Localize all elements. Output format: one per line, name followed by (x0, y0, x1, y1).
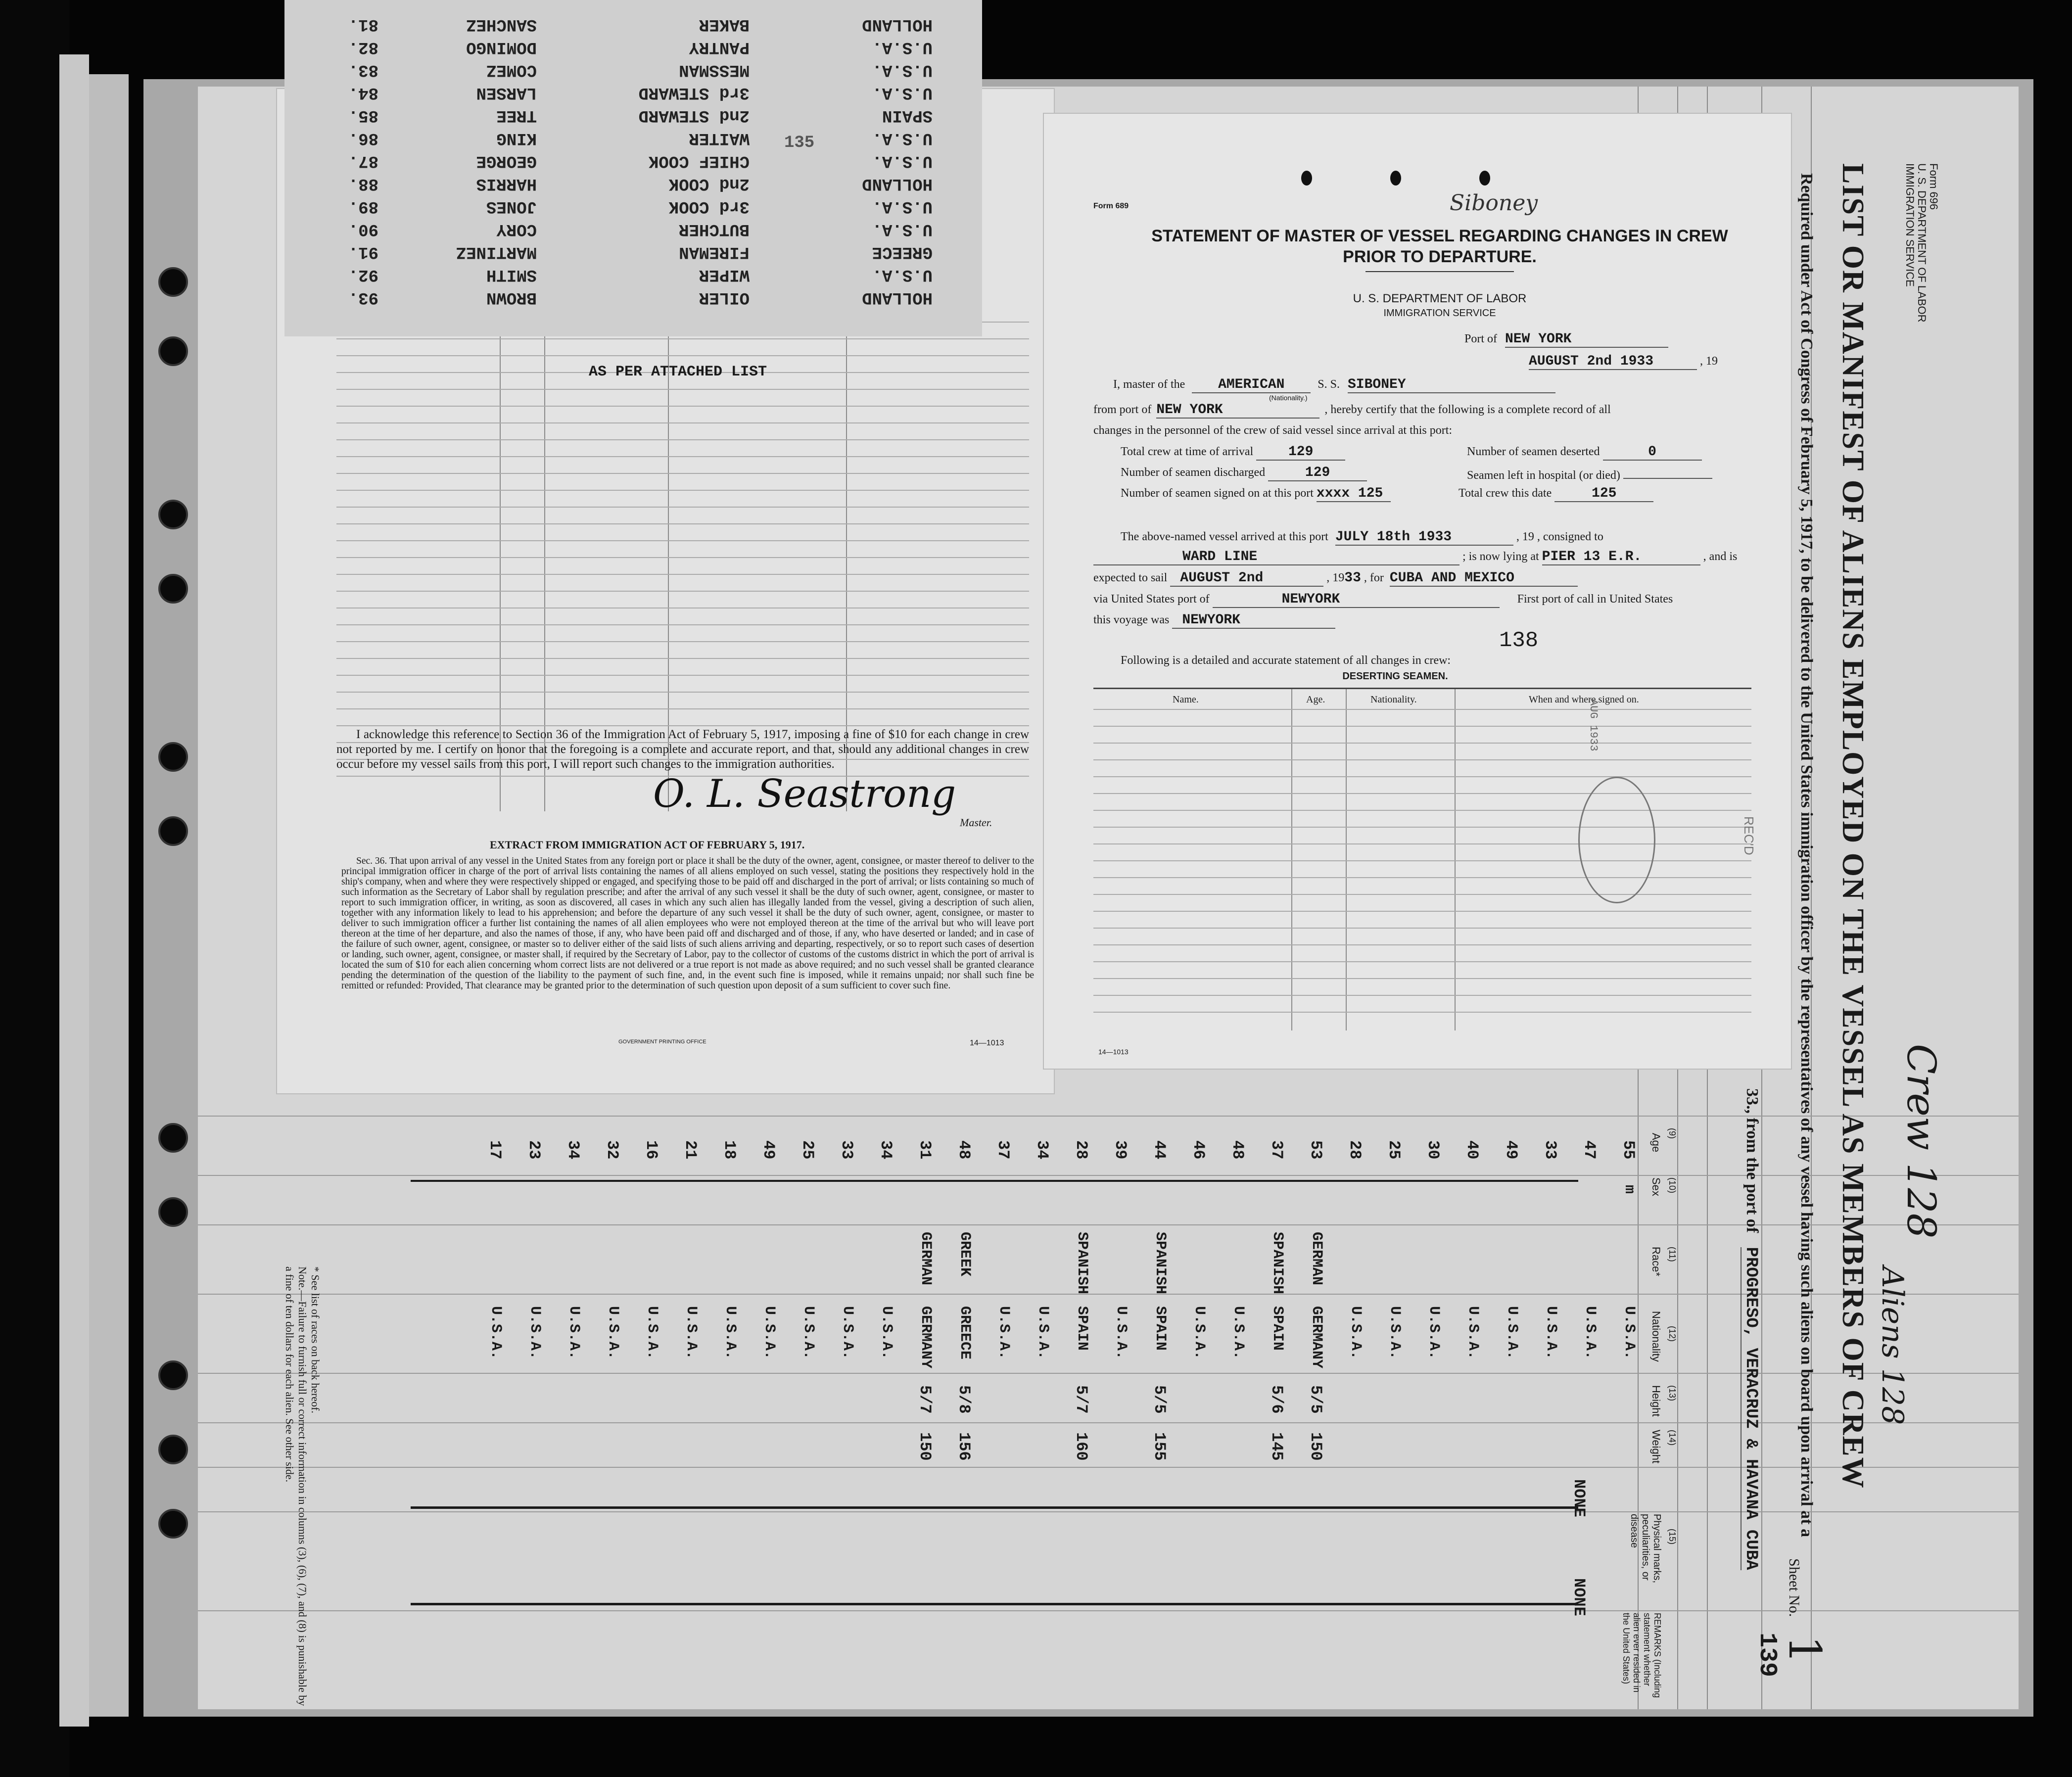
expected-text: expected to sail (1093, 571, 1168, 584)
carbon-position: 2nd COOK (668, 174, 750, 193)
carbon-position: 2nd STEWARD (638, 106, 750, 125)
manifest-cell-age: 16 (642, 1140, 660, 1160)
col-header-sex: Sex (1650, 1177, 1662, 1196)
sail-year: 33 (1344, 570, 1361, 586)
col-header-nationality: Nationality (1650, 1311, 1662, 1362)
carbon-number: 86. (348, 129, 378, 147)
left-form-rule (336, 557, 1029, 558)
col-header-remarks: REMARKS (Including statement whether alien ever resided in the United States) (1621, 1613, 1662, 1698)
hospital-line (1467, 465, 1712, 483)
carbon-name: CORY (496, 220, 537, 238)
form-header-line-3: IMMIGRATION SERVICE (1904, 163, 1916, 287)
from-port-line (1093, 402, 1611, 419)
deserting-table-rule (1093, 961, 1751, 962)
col-number-13: (13) (1667, 1385, 1677, 1402)
left-form-rule (336, 574, 1029, 575)
manifest-cell-age: 46 (1189, 1140, 1208, 1160)
manifest-cell-age: 21 (681, 1140, 700, 1160)
via-line (1093, 592, 1673, 608)
carbon-number: 89. (348, 197, 378, 216)
date-suffix: , 19 (1700, 355, 1718, 368)
deserting-table-rule (1093, 877, 1751, 878)
carbon-name: DOMINGO (466, 38, 537, 56)
manifest-cell-age: 18 (720, 1140, 739, 1160)
discharged-label: Number of seamen discharged (1121, 466, 1266, 479)
statement-dept: U. S. DEPARTMENT OF LABOR (1353, 292, 1527, 305)
carbon-nationality: U.S.A. (872, 129, 933, 147)
carbon-stamp-no: 135 (784, 134, 815, 152)
col-number-9: (9) (1667, 1128, 1677, 1139)
manifest-cell-race: SPANISH (1269, 1232, 1286, 1295)
arrived-value: JULY 18th 1933 (1335, 530, 1513, 546)
none-line-3 (411, 1180, 1578, 1182)
total-crew-value: 129 (1256, 445, 1345, 461)
port-line-prefix: 33., from the port of (1743, 1088, 1761, 1233)
received-stamp (1578, 699, 1655, 903)
deserting-table-rule (1093, 978, 1751, 979)
nationality-caption: (Nationality.) (1269, 394, 1308, 402)
consigned-text: , 19 , consigned to (1516, 530, 1603, 543)
col-number-10: (10) (1667, 1177, 1677, 1194)
manifest-cell-height: 5/6 (1268, 1385, 1286, 1414)
carbon-number: 83. (348, 60, 378, 79)
sheet-label: Sheet No. (1786, 1558, 1802, 1617)
first-port-text: First port of call in United States (1517, 593, 1673, 606)
handwritten-aliens-count: Aliens 128 (1875, 1266, 1910, 1425)
carbon-number: 87. (348, 151, 378, 170)
manifest-cell-nationality: SPAIN (1152, 1306, 1169, 1351)
deserting-table-rule (1093, 776, 1751, 777)
manifest-cell-nationality: SPAIN (1269, 1306, 1286, 1351)
manifest-cell-age: 39 (1111, 1140, 1130, 1160)
stamp-date: AUG 1933 (1587, 699, 1600, 751)
stamp-recd: REC'D (1742, 816, 1756, 855)
carbon-name: SANCHEZ (466, 15, 537, 34)
manifest-cell-nationality: GREECE (956, 1306, 973, 1360)
carbon-name: TREE (496, 106, 537, 125)
manifest-cell-nationality: U.S.A. (1621, 1306, 1638, 1360)
total-crew-label: Total crew at time of arrival (1121, 445, 1254, 458)
manifest-cell-sex: m (1621, 1185, 1638, 1194)
left-form-rule (336, 658, 1029, 659)
sheet-number-label (1779, 1558, 1831, 1664)
manifest-cell-nationality: U.S.A. (605, 1306, 621, 1360)
consignee-value: WARD LINE (1093, 550, 1460, 565)
manifest-cell-height: 5/7 (916, 1385, 934, 1414)
sheet-no: 1 (1779, 1635, 1831, 1664)
carbon-nationality: U.S.A. (872, 220, 933, 238)
deserting-table-rule (1093, 726, 1751, 727)
carbon-position: BAKER (699, 15, 750, 34)
manifest-cell-nationality: U.S.A. (1113, 1306, 1130, 1360)
carbon-nationality: U.S.A. (872, 38, 933, 56)
left-form-rule (336, 725, 1029, 726)
manifest-cell-age: 31 (916, 1140, 934, 1160)
carbon-nationality: SPAIN (882, 106, 933, 125)
manifest-cell-race: GERMAN (1308, 1232, 1325, 1286)
carbon-name: JONES (486, 197, 537, 216)
handwritten-siboney: Siboney (1450, 190, 1538, 216)
for-text: , for (1364, 571, 1384, 584)
master-label: Master. (960, 816, 992, 829)
voyage-text: this voyage was (1093, 613, 1170, 626)
carbon-position: WIPER (699, 265, 750, 284)
manifest-cell-age: 25 (799, 1140, 817, 1160)
manifest-cell-nationality: U.S.A. (800, 1306, 817, 1360)
binder-page-edge-1 (59, 54, 89, 1727)
port-of-value: NEW YORK (1505, 332, 1668, 348)
manifest-cell-age: 33 (1541, 1140, 1559, 1160)
statement-title-1: STATEMENT OF MASTER OF VESSEL REGARDING CHANGES IN CREW (1151, 227, 1728, 245)
voyage-line (1093, 612, 1335, 629)
total-date-line (1459, 486, 1653, 502)
deserting-table-rule (1093, 709, 1751, 710)
left-form-rule (336, 389, 1029, 390)
carbon-name: BROWN (486, 288, 537, 307)
sail-year-prefix: , 19 (1326, 571, 1345, 584)
statement-form-no: Form 689 (1093, 202, 1129, 210)
manifest-cell-nationality: U.S.A. (1504, 1306, 1520, 1360)
left-form-rule (336, 355, 1029, 356)
port-of-line (1464, 331, 1668, 348)
carbon-position: OILER (699, 288, 750, 307)
manifest-cell-nationality: U.S.A. (1582, 1306, 1599, 1360)
binder-left-strip (0, 0, 69, 1777)
manifest-cell-height: 5/5 (1307, 1385, 1325, 1414)
form-header-line-2: U. S. DEPARTMENT OF LABOR (1916, 163, 1928, 323)
stamped-number: 138 (1499, 628, 1539, 653)
discharged-line (1121, 465, 1367, 481)
manifest-cell-nationality: U.S.A. (995, 1306, 1012, 1360)
following-text: Following is a detailed and accurate statement of all changes in crew: (1121, 654, 1451, 667)
manifest-cell-race: SPANISH (1074, 1232, 1090, 1295)
hospital-value (1623, 465, 1712, 479)
manifest-cell-nationality: U.S.A. (1191, 1306, 1208, 1360)
manifest-cell-height: 5/5 (1150, 1385, 1169, 1414)
col-number-15: (15) (1667, 1529, 1677, 1545)
handwritten-crew-count: Crew 128 (1898, 1044, 1944, 1239)
carbon-number: 85. (348, 106, 378, 125)
manifest-cell-nationality: U.S.A. (1464, 1306, 1481, 1360)
total-date-value: 125 (1554, 486, 1653, 502)
left-form-rule (336, 540, 1029, 541)
carbon-number: 82. (348, 38, 378, 56)
carbon-position: CHIEF COOK (648, 151, 750, 170)
manifest-footnotes (283, 1266, 322, 1712)
arrived-line (1121, 529, 1603, 546)
manifest-cell-nationality: U.S.A. (565, 1306, 582, 1360)
port-of-label: Port of (1464, 332, 1497, 345)
manifest-cell-weight: 160 (1072, 1432, 1090, 1461)
binder-page-edge-2 (89, 74, 129, 1717)
left-form-rule (336, 675, 1029, 676)
manifest-cell-age: 48 (1228, 1140, 1247, 1160)
manifest-cell-age: 47 (1580, 1140, 1599, 1160)
carbon-nationality: U.S.A. (872, 60, 933, 79)
manifest-cell-nationality: U.S.A. (683, 1306, 700, 1360)
statement-top-holes (1301, 171, 1489, 186)
manifest-cell-age: 17 (486, 1140, 504, 1160)
ss-label: S. S. (1318, 378, 1340, 391)
carbon-number: 90. (348, 220, 378, 238)
manifest-cell-nationality: U.S.A. (1543, 1306, 1559, 1360)
sail-line (1093, 570, 1578, 587)
left-form-rule (336, 591, 1029, 592)
date-line (1529, 354, 1718, 370)
manifest-cell-age: 49 (1502, 1140, 1520, 1160)
total-crew-line (1121, 444, 1345, 461)
carbon-number: 81. (348, 15, 378, 34)
carbon-nationality: U.S.A. (872, 83, 933, 102)
col-number-12: (12) (1667, 1326, 1677, 1342)
table-header-age: Age. (1306, 694, 1325, 705)
manifest-cell-age: 34 (564, 1140, 582, 1160)
manifest-cell-nationality: U.S.A. (839, 1306, 856, 1360)
col-header-race: Race* (1650, 1247, 1662, 1276)
manifest-cell-nationality: U.S.A. (644, 1306, 660, 1360)
none-line-1 (411, 1506, 1578, 1509)
left-form-rule (336, 624, 1029, 625)
left-form-rule (336, 692, 1029, 693)
carbon-number: 88. (348, 174, 378, 193)
and-is-text: , and is (1703, 550, 1738, 563)
manifest-cell-race: GREEK (956, 1232, 973, 1277)
destination-value: CUBA AND MEXICO (1390, 571, 1578, 587)
discharged-value: 129 (1268, 466, 1367, 481)
carbon-name: GEORGE (476, 151, 537, 170)
page-number: 139 (1753, 1633, 1781, 1678)
pier-value: PIER 13 E.R. (1542, 550, 1700, 565)
nationality-value: AMERICAN (1192, 377, 1311, 393)
carbon-nationality: HOLLAND (862, 174, 933, 193)
left-form-rule (336, 338, 1029, 339)
acknowledge-text: I acknowledge this reference to Section 36 of the Immigration Act of February 5, 1917, imposing a fine of $10 for each change in crew not reported by me. I certify on honor that the foregoing is a complete and accurate report, and that, should any additional changes in crew occur before my vessel sails from this port, I will report such changes to the immigration authorities. (336, 728, 1029, 771)
manifest-cell-nationality: U.S.A. (761, 1306, 778, 1360)
extract-title: EXTRACT FROM IMMIGRATION ACT OF FEBRUARY 5, 1917. (490, 839, 805, 851)
carbon-nationality: U.S.A. (872, 265, 933, 284)
carbon-name: MARTINEZ (456, 242, 537, 261)
consignee-line (1093, 549, 1737, 565)
left-form-rule (336, 473, 1029, 474)
master-line (1113, 377, 1555, 393)
manifest-cell-age: 34 (1033, 1140, 1051, 1160)
manifest-cell-nationality: GERMANY (1308, 1306, 1325, 1369)
deserting-table-rule (1093, 911, 1751, 912)
certify-text: , hereby certify that the following is a complete record of all (1324, 403, 1611, 416)
lying-text: ; is now lying at (1462, 550, 1539, 563)
manifest-cell-age: 30 (1424, 1140, 1442, 1160)
carbon-nationality: U.S.A. (872, 197, 933, 216)
deserting-heading: DESERTING SEAMEN. (1342, 671, 1448, 682)
manifest-cell-nationality: U.S.A. (526, 1306, 543, 1360)
carbon-name: SMITH (486, 265, 537, 284)
deserting-table-rule (1093, 894, 1751, 895)
deserted-value: 0 (1603, 445, 1702, 461)
manifest-cell-nationality: U.S.A. (1035, 1306, 1051, 1360)
carbon-list-sheet (284, 0, 982, 336)
statement-title-2: PRIOR TO DEPARTURE. (1343, 247, 1537, 266)
none-line-2 (411, 1603, 1578, 1605)
manifest-cell-age: 23 (525, 1140, 543, 1160)
manifest-form-header (1904, 163, 1939, 323)
table-header-signed-on: When and where signed on. (1529, 694, 1639, 705)
carbon-name: COMEZ (486, 60, 537, 79)
deserting-table-rule (1093, 743, 1751, 744)
left-code: 14—1013 (970, 1039, 1004, 1047)
statement-sheet (1044, 114, 1791, 1069)
left-form-rule (336, 439, 1029, 440)
table-header-nationality: Nationality. (1370, 694, 1417, 705)
statement-footer-code: 14—1013 (1098, 1048, 1129, 1056)
manifest-cell-age: 28 (1346, 1140, 1364, 1160)
left-form-rule (336, 490, 1029, 491)
statement-date: AUGUST 2nd 1933 (1529, 354, 1697, 370)
manifest-cell-race: GERMAN (917, 1232, 934, 1286)
manifest-cell-nationality: SPAIN (1074, 1306, 1090, 1351)
from-port-value: NEW YORK (1156, 403, 1319, 419)
left-form-rule (336, 456, 1029, 457)
col-header-weight: Weight (1650, 1430, 1662, 1464)
extract-body: Sec. 36. That upon arrival of any vessel in the United States from any foreign port or place it shall be the duty of the owner, agent, consignee, or master thereof to deliver to the principal immigration officer in charge of the port of arrival lists containing the names of all aliens employed on such vessel, stating the positions they respectively hold in the ship's company, when and where they were respectively shipped or engaged, and specifying those to be paid off and discharged in the port of arrival; or lists containing so much of such information as the Secretary of Labor shall by regulation prescribe; and after the arrival of any such vessel it shall be the duty of such owner, agent, consignee, or master to report to such immigration officer, in writing, as soon as discovered, all cases in which any such alien has illegally landed from the vessel, giving a description of such alien, together with any information likely to lead to his apprehension; and before the departure of any such vessel it shall be the duty of such owner, agent, consignee, or master to deliver to such immigration officer a further list containing the names of all alien employees who were not employed thereon at the time of the arrival but who will leave port thereon at the time of her departure, and also the names of those, if any, who have been paid off and discharged and of those, if any, who have deserted or landed; and in case of the failure of such owner, agent, consignee, or master so to deliver either of the said lists of such aliens arriving and departing, respectively, or so to report such cases of desertion or landing, such owner, agent, consignee, or master shall, if required by the Secretary of Labor, pay to the collector of customs of the customs district in which the port of arrival is located the sum of $10 for each alien concerning whom correct lists are not delivered or a true report is not made as above required; and no such vessel shall be granted clearance pending the determination of the question of the liability to the payment of such fine, and, in the event such fine is imposed, while it remains unpaid; nor shall such fine be remitted or refunded: Provided, That clearance may be granted prior to the determination of such question upon deposit of a sum sufficient to cover such fine. (341, 856, 1034, 991)
col-number-14: (14) (1667, 1430, 1677, 1446)
signed-on-value: xxxx 125 (1317, 486, 1391, 502)
carbon-nationality: HOLLAND (862, 288, 933, 307)
from-port-label: from port of (1093, 403, 1152, 416)
manifest-subtitle: Required under Act of Congress of February 5, 1917, to be delivered to the United States immigration officer by the representatives of any vessel having such aliens on board upon arrival at a (1797, 173, 1816, 1538)
manifest-cell-age: 28 (1072, 1140, 1090, 1160)
carbon-nationality: HOLLAND (862, 15, 933, 34)
changes-text: changes in the personnel of the crew of said vessel since arrival at this port: (1093, 424, 1453, 437)
manifest-cell-age: 34 (877, 1140, 895, 1160)
deserting-table-rule (1093, 944, 1751, 945)
via-text: via United States port of (1093, 593, 1210, 606)
signed-on-line (1121, 486, 1391, 502)
left-form-rule (336, 507, 1029, 508)
manifest-cell-weight: 156 (955, 1432, 973, 1461)
manifest-cell-weight: 150 (916, 1432, 934, 1461)
manifest-cell-age: 40 (1463, 1140, 1481, 1160)
ship-name: SIBONEY (1348, 377, 1555, 393)
carbon-name: KING (496, 129, 537, 147)
deserting-table-rule (1093, 928, 1751, 929)
manifest-cell-height: 5/8 (955, 1385, 973, 1414)
footnote-2: Note.—Failure to furnish full or correct information in columns (3), (6), (7), and (8) is punishable by a fine of ten dollars for each alien. See other side. (283, 1266, 309, 1706)
voyage-value: NEWYORK (1172, 613, 1335, 629)
carbon-position: MESSMAN (679, 60, 750, 79)
left-form-rule (336, 708, 1029, 709)
sail-date: AUGUST 2nd (1170, 571, 1323, 587)
none-mark-remarks: NONE (1570, 1578, 1588, 1616)
manifest-cell-weight: 145 (1268, 1432, 1286, 1461)
carbon-nationality: U.S.A. (872, 151, 933, 170)
hospital-label: Seamen left in hospital (or died) (1467, 469, 1620, 482)
carbon-name: HARRIS (476, 174, 537, 193)
manifest-cell-nationality: U.S.A. (1386, 1306, 1403, 1360)
manifest-cell-age: 25 (1385, 1140, 1403, 1160)
left-form-rule (336, 523, 1029, 524)
left-form-rule (336, 422, 1029, 423)
carbon-number: 93. (348, 288, 378, 307)
carbon-position: 3rd STEWARD (638, 83, 750, 102)
col-header-height: Height (1650, 1385, 1662, 1417)
manifest-cell-age: 44 (1150, 1140, 1169, 1160)
manifest-cell-race: SPANISH (1152, 1232, 1169, 1295)
total-date-label: Total crew this date (1459, 487, 1552, 500)
manifest-cell-age: 55 (1619, 1140, 1638, 1160)
manifest-port-line (1741, 1088, 1761, 1570)
deserting-table-rule (1093, 793, 1751, 794)
manifest-cell-nationality: GERMANY (917, 1306, 934, 1369)
manifest-cell-nationality: U.S.A. (1347, 1306, 1364, 1360)
none-mark-physical: NONE (1570, 1479, 1588, 1517)
manifest-cell-age: 48 (955, 1140, 973, 1160)
manifest-title: LIST OR MANIFEST OF ALIENS EMPLOYED ON THE VESSEL AS MEMBERS OF CREW (1836, 163, 1870, 1489)
col-header-age: Age (1650, 1133, 1662, 1153)
manifest-cell-age: 37 (994, 1140, 1012, 1160)
manifest-cell-age: 32 (603, 1140, 621, 1160)
left-printer: GOVERNMENT PRINTING OFFICE (618, 1039, 706, 1045)
port-line-value: PROGRESO, VERACRUZ & HAVANA CUBA (1742, 1247, 1760, 1570)
manifest-cell-weight: 150 (1307, 1432, 1325, 1461)
carbon-number: 91. (348, 242, 378, 261)
deserted-line (1467, 444, 1702, 461)
carbon-position: BUTCHER (679, 220, 750, 238)
arrived-text: The above-named vessel arrived at this port (1121, 530, 1328, 543)
master-prefix: I, master of the (1113, 378, 1185, 391)
statement-service: IMMIGRATION SERVICE (1383, 308, 1496, 319)
attached-list-text: AS PER ATTACHED LIST (589, 364, 767, 380)
manifest-cell-age: 33 (838, 1140, 856, 1160)
carbon-number: 92. (348, 265, 378, 284)
deserting-table-rule (1093, 995, 1751, 996)
deserting-table-rule (1093, 1012, 1751, 1013)
manifest-cell-nationality: U.S.A. (1425, 1306, 1442, 1360)
deserting-table-rule (1093, 759, 1751, 760)
carbon-position: FIREMAN (679, 242, 750, 261)
manifest-cell-age: 49 (759, 1140, 778, 1160)
carbon-number: 84. (348, 83, 378, 102)
carbon-position: 3rd COOK (668, 197, 750, 216)
manifest-cell-nationality: U.S.A. (878, 1306, 895, 1360)
signed-on-label: Number of seamen signed on at this port (1121, 487, 1314, 500)
col-header-physical-marks: Physical marks, peculiarities, or disease (1629, 1514, 1662, 1584)
manifest-cell-nationality: U.S.A. (487, 1306, 504, 1360)
master-signature: O. L. Seastrong (653, 772, 956, 816)
manifest-cell-age: 37 (1268, 1140, 1286, 1160)
carbon-position: PANTRY (689, 38, 750, 56)
manifest-cell-height: 5/7 (1072, 1385, 1090, 1414)
manifest-cell-weight: 155 (1150, 1432, 1169, 1461)
manifest-cell-nationality: U.S.A. (722, 1306, 739, 1360)
col-number-11: (11) (1667, 1247, 1677, 1262)
via-value: NEWYORK (1213, 592, 1500, 608)
deserted-label: Number of seamen deserted (1467, 445, 1600, 458)
left-form-rule (336, 641, 1029, 642)
carbon-name: LARSEN (476, 83, 537, 102)
deserting-table-rule (1093, 810, 1751, 811)
carbon-nationality: GREECE (872, 242, 933, 261)
table-header-name: Name. (1173, 694, 1199, 705)
carbon-position: WAITER (689, 129, 750, 147)
manifest-cell-nationality: U.S.A. (1230, 1306, 1247, 1360)
footnote-1: * See list of races on back hereof. (309, 1266, 322, 1413)
manifest-cell-age: 53 (1307, 1140, 1325, 1160)
form-header-line-1: Form 696 (1928, 163, 1940, 210)
left-form-rule (336, 406, 1029, 407)
